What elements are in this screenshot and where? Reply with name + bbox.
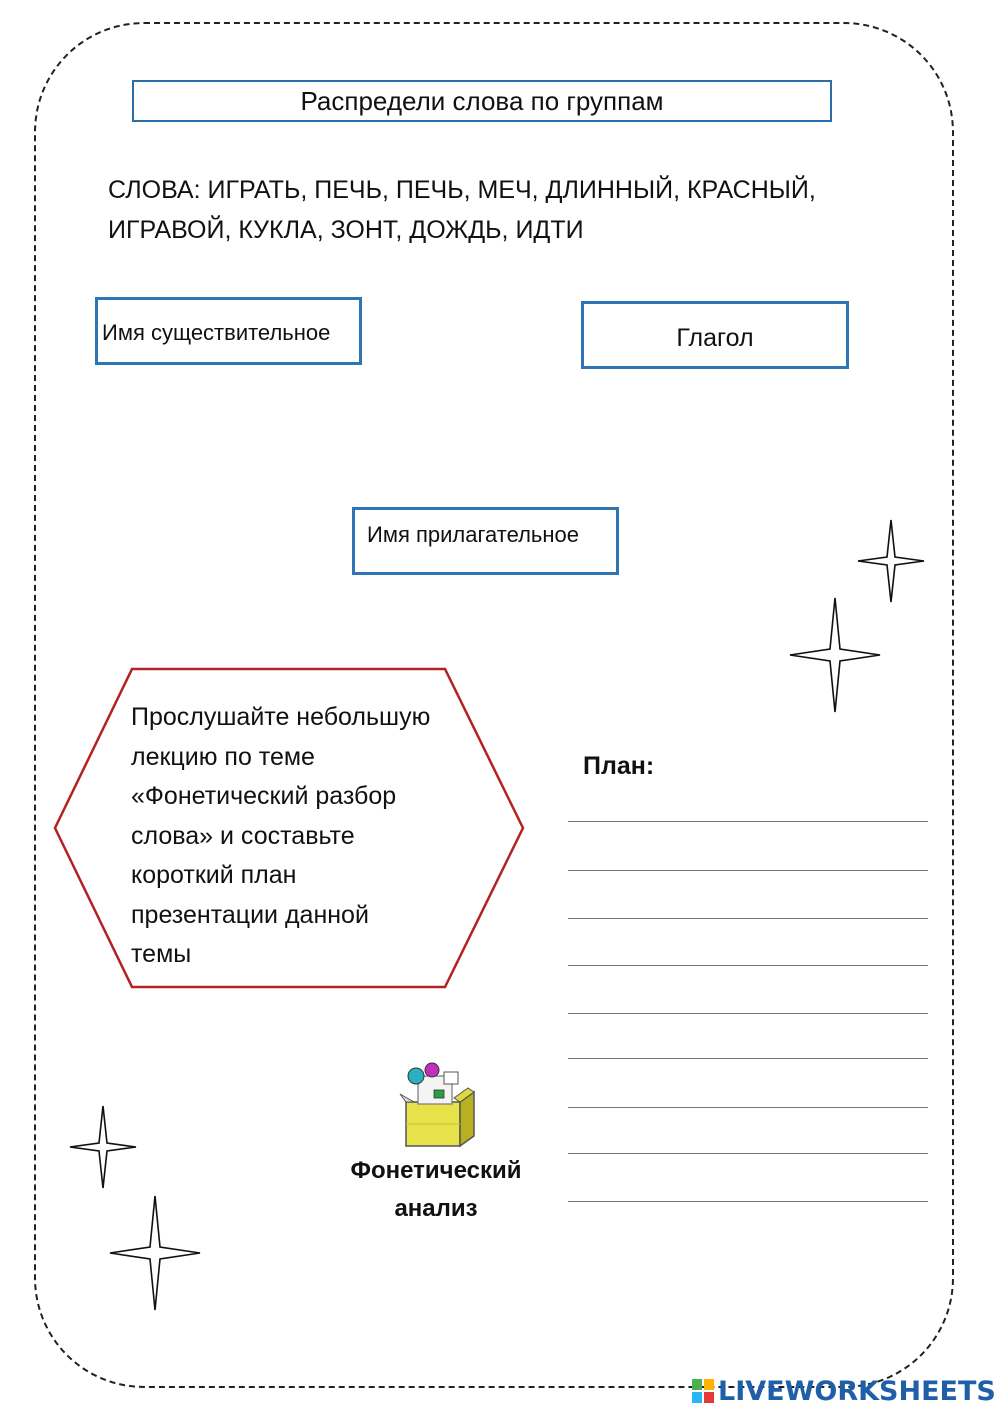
plan-answer-line[interactable] xyxy=(568,1201,928,1202)
star-icon xyxy=(856,518,926,604)
task-line: презентации данной xyxy=(131,900,369,929)
plan-answer-line[interactable] xyxy=(568,1107,928,1108)
package-label-line-1: Фонетический xyxy=(350,1157,522,1184)
brand-mark-icon xyxy=(692,1379,714,1403)
words-line-1: СЛОВА: ИГРАТЬ, ПЕЧЬ, ПЕЧЬ, МЕЧ, ДЛИННЫЙ, КРАСНЫЙ, xyxy=(108,176,816,204)
task-line: короткий план xyxy=(131,861,297,889)
plan-answer-line[interactable] xyxy=(568,1153,928,1154)
words-line-2: ИГРАВОЙ, КУКЛА, ЗОНТ, ДОЖДЬ, ИДТИ xyxy=(108,216,584,244)
package-label[interactable] xyxy=(336,1152,536,1228)
task-line: слова» и составьте xyxy=(131,821,355,850)
plan-answer-line[interactable] xyxy=(568,1013,928,1014)
task-line: Прослушайте небольшую xyxy=(131,703,431,731)
task-line: «Фонетический разбор xyxy=(131,782,397,810)
plan-answer-line[interactable] xyxy=(568,965,928,966)
task-text xyxy=(131,698,471,975)
star-icon xyxy=(68,1104,138,1190)
plan-label: План: xyxy=(583,752,655,780)
package-label-line-2: анализ xyxy=(394,1195,478,1222)
words-list xyxy=(108,170,888,250)
task-line: темы xyxy=(131,940,192,968)
category-noun-box[interactable]: Имя существительное xyxy=(95,297,362,365)
package-icon[interactable] xyxy=(398,1062,480,1150)
category-verb-box[interactable]: Глагол xyxy=(581,301,849,369)
category-adjective-box[interactable]: Имя прилагательное xyxy=(352,507,619,575)
star-icon xyxy=(108,1194,202,1312)
page-title: Распредели слова по группам xyxy=(132,80,832,122)
plan-answer-line[interactable] xyxy=(568,918,928,919)
plan-answer-line[interactable] xyxy=(568,870,928,871)
task-line: лекцию по теме xyxy=(131,742,315,771)
plan-answer-line[interactable] xyxy=(568,1058,928,1059)
liveworksheets-logo xyxy=(692,1376,996,1406)
plan-answer-line[interactable] xyxy=(568,821,928,822)
star-icon xyxy=(788,596,882,714)
brand-name: LIVEWORKSHEETS xyxy=(718,1375,996,1407)
